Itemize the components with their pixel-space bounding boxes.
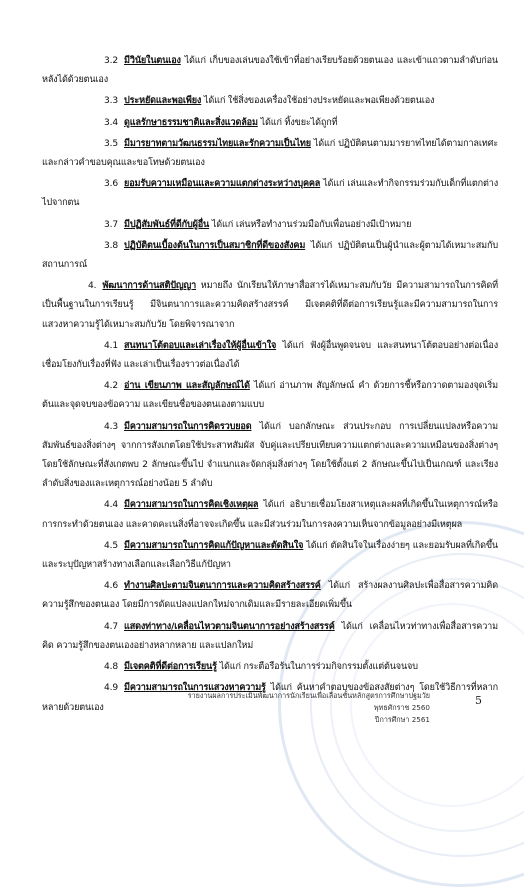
list-item [42,618,498,656]
body-text [42,52,498,720]
list-item [42,537,498,575]
item-heading: มีมารยาทตามวัฒนธรรมไทยและรักความเป็นไทย [124,138,311,149]
item-number: 3.7 [104,219,119,230]
item-number: 4.3 [104,421,119,432]
item-description: ได้แก่ เก็บของเล่นของใช้เข้าที่อย่างเรียบร้อยด้วยตนเอง และเข้าแถวตามลำดับก่อนหลังได้ด้วยตนเอง [42,56,498,86]
item-heading: มีเจตคติที่ดีต่อการเรียนรู้ [124,662,217,673]
item-description: ได้แก่ ใช้สิ่งของเครื่องใช้อย่างประหยัดและพอเพียงด้วยตนเอง [201,96,435,107]
item-number: 4.8 [104,662,119,673]
item-number: 3.3 [104,96,119,107]
list-item [42,277,498,335]
item-heading: แสดงท่าทาง/เคลื่อนไหวตามจินตนาการอย่างสร้างสรรค์ [124,621,335,632]
footer-report-title: รายงานผลการประเมินพัฒนาการนักเรียนเพื่อเลื่อนชั้นหลักสูตรการศึกษาปฐมวัย พุทธศักราช 2560 [187,691,430,712]
item-description: ได้แก่ อ่านภาพ สัญลักษณ์ คำ ด้วยการชี้หรือกวาดตามองจุดเริ่มต้นและจุดจบของข้อความ และเขียนชื่อของตนเองตามแบบ [42,381,498,411]
list-item [42,658,498,677]
item-description: ได้แก่ อธิบายเชื่อมโยงสาเหตุและผลที่เกิดขึ้นในเหตุการณ์หรือการกระทำด้วยตนเอง และคาดคะเนสิ่งที่อาจจะเกิดขึ้น และมีส่วนร่วมในการลงความเห็นจากข้อมูลอย่างมีเหตุผล [42,500,498,530]
footer [150,690,430,726]
item-description: ได้แก่ ค้นหาคำตอบของข้อสงสัยต่างๆ โดยใช้วิธีการที่หลากหลายด้วยตนเอง [42,683,498,713]
item-heading: มีวินัยในตนเอง [124,56,181,66]
item-heading: ประหยัดและพอเพียง [124,96,202,107]
item-description: ได้แก่ เคลื่อนไหวท่าทางเพื่อสื่อสารความคิด ความรู้สึกของตนเองอย่างหลากหลาย และแปลกใหม่ [42,621,498,651]
item-description: ได้แก่ บอกลักษณะ ส่วนประกอบ การเปลี่ยนแปลงหรือความสัมพันธ์ของสิ่งต่างๆ จากการสังเกตโดยใช้ประสาทสัมผัส จับคู่และเปรียบเทียบความแตกต่างและความเหมือนของสิ่งต่างๆ โดยใช้ลักษณะที่สังเกตพบ 2 ลักษณะขึ้นไป จำแนกและจัดกลุ่มสิ่งต่างๆ โดยใช้ตั้งแต่ 2 ลักษณะขึ้นไปเป็นเกณฑ์ และเรียงลำดับสิ่งของและเหตุการณ์อย่างน้อย 5 ลำดับ [42,421,498,490]
item-number: 4.7 [104,621,119,632]
list-item [42,175,498,213]
item-description: ได้แก่ ปฏิบัติตนตามมารยาทไทยได้ตามกาลเทศะ และกล่าวคำขอบคุณและขอโทษด้วยตนเอง [42,138,498,169]
page-number: 5 [475,694,482,707]
list-item [42,237,498,275]
item-heading: มีความสามารถในการคิดเชิงเหตุผล [124,500,259,511]
item-number: 4. [88,281,97,292]
item-description: ได้แก่ กระตือรือร้นในการร่วมกิจกรรมตั้งแต่ต้นจนจบ [216,662,418,673]
item-number: 3.5 [104,138,119,149]
item-heading: มีความสามารถในการคิดแก้ปัญหาและตัดสินใจ [124,540,304,551]
item-description: ได้แก่ ทิ้งขยะได้ถูกที่ [257,117,338,128]
item-heading: มีปฏิสัมพันธ์ที่ดีกับผู้อื่น [124,219,210,230]
list-item [42,92,498,111]
list-item [42,114,498,133]
item-number: 4.2 [104,381,119,392]
item-heading: มีความสามารถในการคิดรวบยอด [124,421,252,432]
item-number: 3.6 [104,179,119,190]
item-number: 4.1 [104,340,119,351]
footer-academic-year: ปีการศึกษา 2561 [374,715,430,724]
item-number: 3.8 [104,240,119,251]
list-item [42,52,498,90]
item-heading: ยอมรับความเหมือนและความแตกต่างระหว่างบุคคล [124,179,321,190]
item-heading: พัฒนาการด้านสติปัญญา [102,281,197,292]
item-description: ได้แก่ เล่นหรือทำงานร่วมมือกับเพื่อนอย่างมีเป้าหมาย [209,219,412,230]
list-item [42,577,498,615]
list-item [42,377,498,415]
item-heading: อ่าน เขียนภาพ และสัญลักษณ์ได้ [124,381,250,392]
item-number: 3.2 [104,56,119,66]
list-item [42,418,498,495]
item-description: ได้แก่ ปฏิบัติตนเป็นผู้นำและผู้ตามได้เหมาะสมกับสถานการณ์ [42,240,498,271]
item-heading: ทำงานศิลปะตามจินตนาการและความคิดสร้างสรรค์ [124,581,321,592]
item-heading: ปฏิบัติตนเบื้องต้นในการเป็นสมาชิกที่ดีของสังคม [124,240,306,251]
item-number: 4.5 [104,540,119,551]
item-number: 3.4 [104,117,119,128]
item-description: ได้แก่ ฟังผู้อื่นพูดจนจบ และสนทนาโต้ตอบอย่างต่อเนื่องเชื่อมโยงกับเรื่องที่ฟัง และเล่าเป็นเรื่องราวต่อเนื่องได้ [42,340,498,371]
list-item [42,337,498,375]
list-item [42,216,498,235]
item-heading: มีความสามารถในการแสวงหาความรู้ [124,683,266,694]
list-item [42,496,498,534]
item-description: หมายถึง นักเรียนให้ภาษาสื่อสารได้เหมาะสมกับวัย มีความสามารถในการคิดที่เป็นพื้นฐานในการเรียนรู้ มีจินตนาการและความคิดสร้างสรรค์ มีเจตคติที่ดีต่อการเรียนรู้และมีความสามารถในการแสวงหาความรู้ได้เหมาะสมกับวัย โดยพิจารณาจาก [42,281,498,330]
item-number: 4.9 [104,683,119,694]
item-description: ได้แก่ เล่นและทำกิจกรรมร่วมกับเด็กที่แตกต่างไปจากตน [42,179,498,209]
item-description: ได้แก่ ตัดสินใจในเรื่องง่ายๆ และยอมรับผลที่เกิดขึ้น และระบุปัญหาสร้างทางเลือกและเลือกวิธีแก้ปัญหา [42,540,498,571]
item-number: 4.6 [104,581,119,592]
item-number: 4.4 [104,500,119,511]
item-heading: สนทนาโต้ตอบและเล่าเรื่องให้ผู้อื่นเข้าใจ [124,340,277,351]
item-description: ได้แก่ สร้างผลงานศิลปะเพื่อสื่อสารความคิด ความรู้สึกของตนเอง โดยมีการดัดแปลงแปลกใหม่จากเดิมและมีรายละเอียดเพิ่มขึ้น [42,581,498,611]
item-heading: ดูแลรักษาธรรมชาติและสิ่งแวดล้อม [124,117,258,128]
list-item [42,135,498,173]
